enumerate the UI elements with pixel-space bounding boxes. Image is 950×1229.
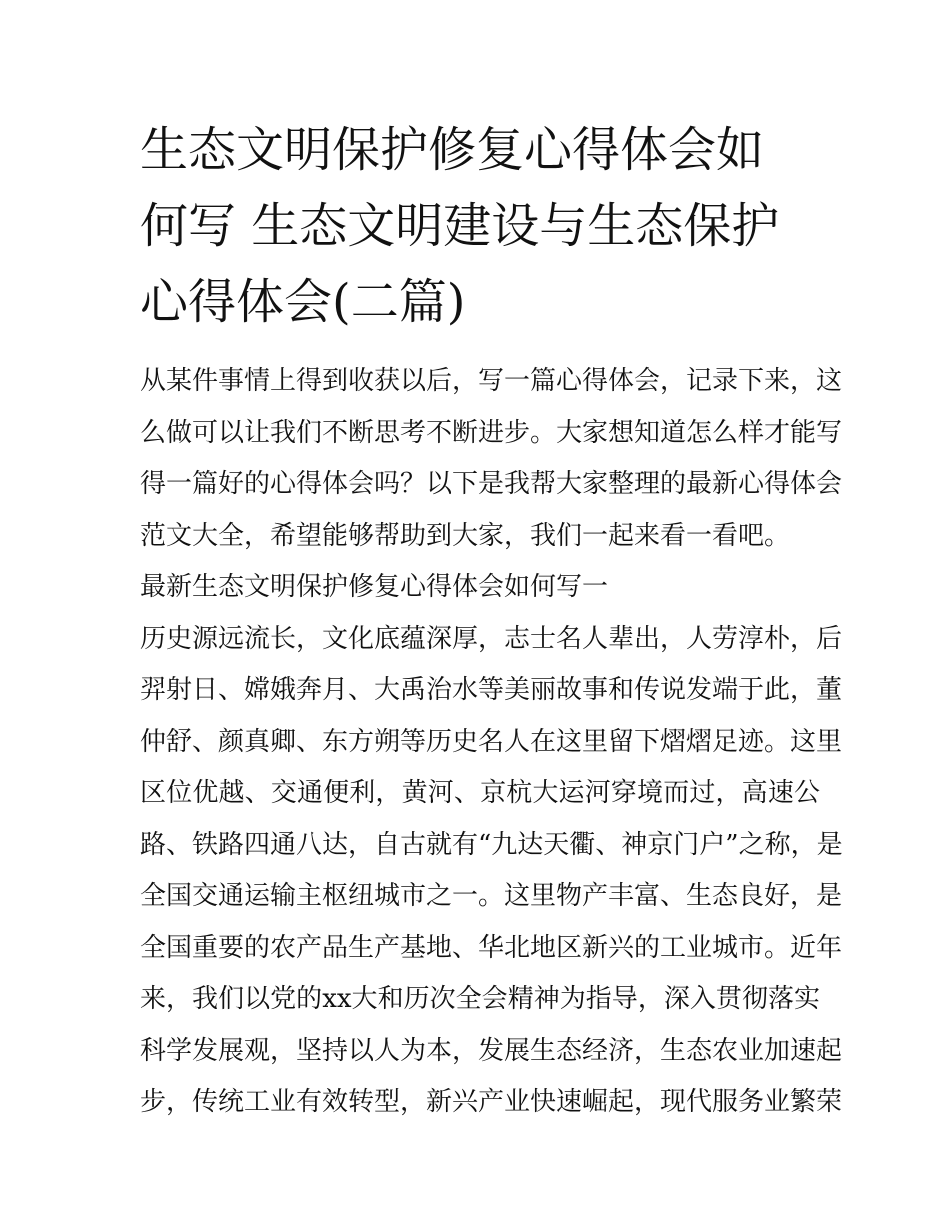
body-line: 范文大全，希望能够帮助到大家，我们一起来看一看吧。 (140, 520, 791, 551)
body-line: 全国重要的农产品生产基地、华北地区新兴的工业城市。近年 (140, 932, 843, 963)
section-heading: 最新生态文明保护修复心得体会如何写一 (140, 572, 609, 602)
document-title (140, 112, 820, 340)
body-line: 得一篇好的心得体会吗？以下是我帮大家整理的最新心得体会 (140, 469, 843, 499)
body-line: 羿射日、嫦娥奔月、大禹治水等美丽故事和传说发端于此，董 (140, 675, 843, 705)
document-body (140, 356, 843, 1129)
body-line: 么做可以让我们不断思考不断进步。大家想知道怎么样才能写 (140, 417, 843, 448)
title-line: 生态文明保护修复心得体会如 (140, 122, 765, 178)
body-line: 仲舒、颜真卿、东方朔等历史名人在这里留下熠熠足迹。这里 (140, 726, 843, 757)
body-line: 科学发展观，坚持以人为本，发展生态经济，生态农业加速起 (140, 1035, 843, 1066)
body-line: 从某件事情上得到收获以后，写一篇心得体会，记录下来，这 (140, 366, 843, 396)
body-line: 来，我们以党的xx大和历次全会精神为指导，深入贯彻落实 (140, 984, 820, 1014)
body-line: 历史源远流长，文化底蕴深厚，志士名人辈出，人劳淳朴，后 (140, 623, 843, 654)
title-line: 何写 生态文明建设与生态保护 (140, 198, 780, 254)
body-line: 全国交通运输主枢纽城市之一。这里物产丰富、生态良好，是 (140, 881, 843, 911)
title-line: 心得体会(二篇) (140, 274, 466, 330)
body-line: 区位优越、交通便利，黄河、京杭大运河穿境而过，高速公 (140, 778, 820, 808)
body-line: 步，传统工业有效转型，新兴产业快速崛起，现代服务业繁荣 (140, 1087, 843, 1117)
body-line: 路、铁路四通八达，自古就有“九达天衢、神京门户”之称，是 (140, 829, 843, 860)
